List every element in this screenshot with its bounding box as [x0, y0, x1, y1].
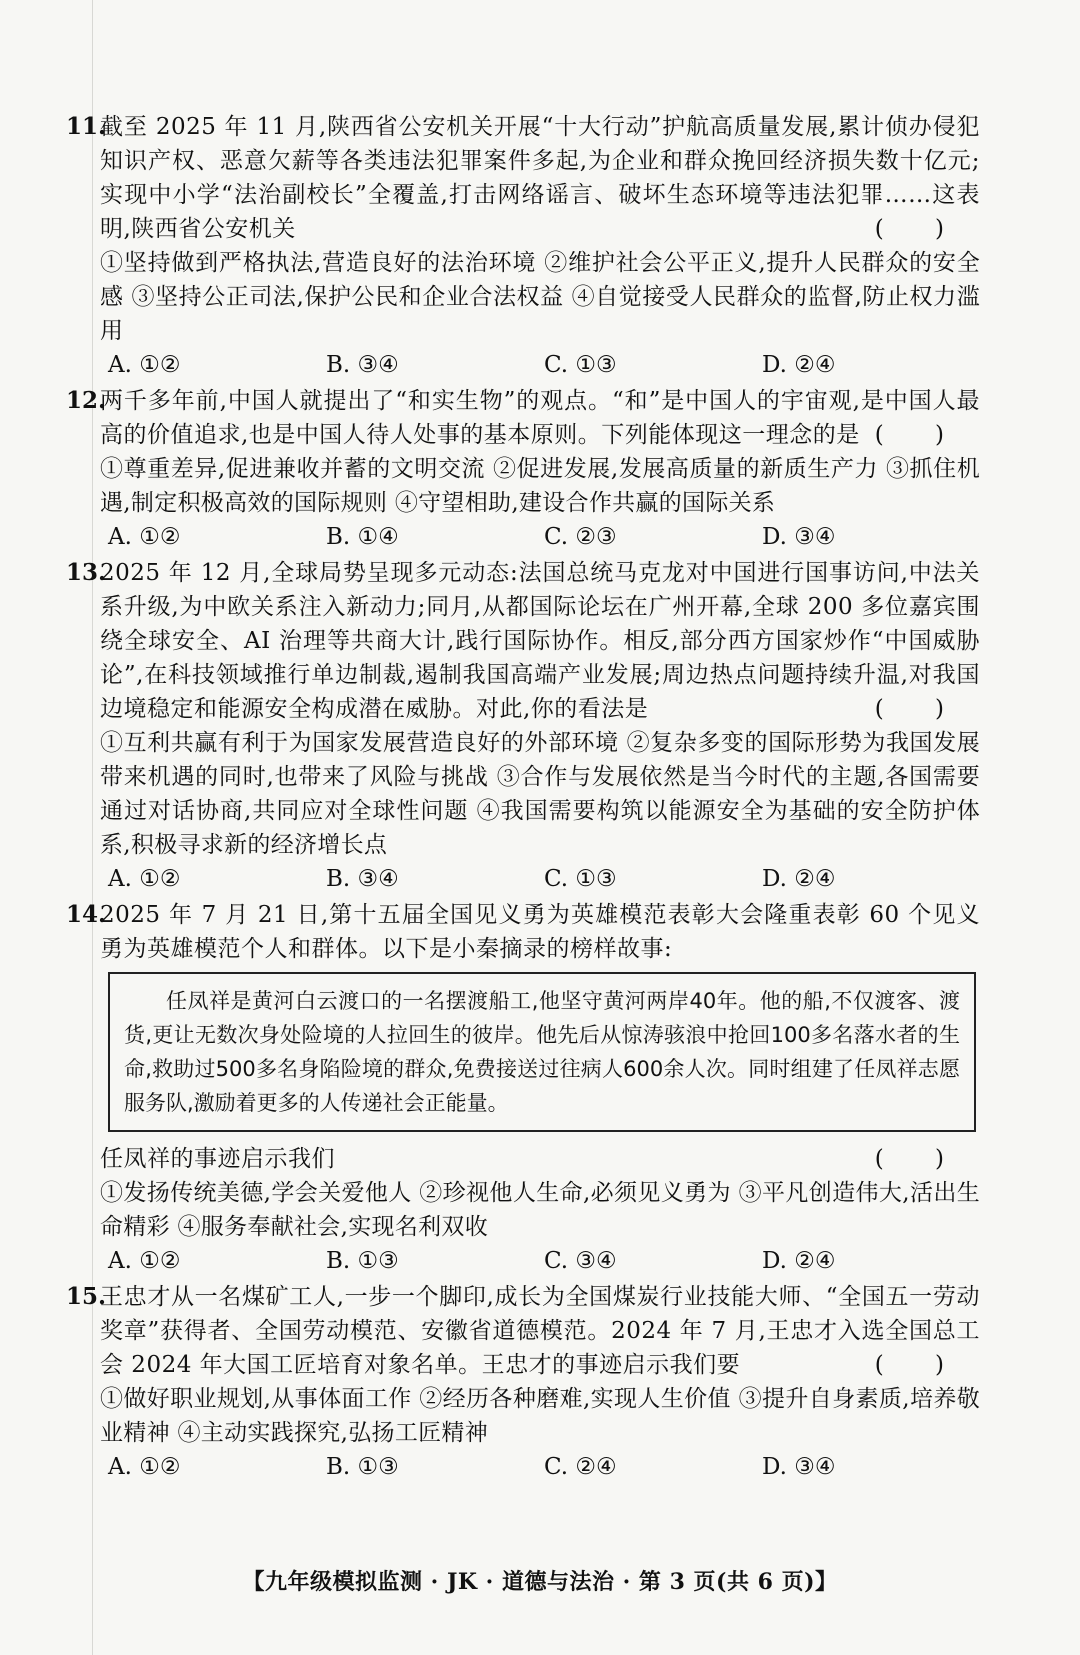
choice-c: C. ①③	[544, 352, 617, 378]
choice-d: D. ②④	[762, 1248, 836, 1274]
question-options: ①坚持做到严格执法,营造良好的法治环境 ②维护社会公平正义,提升人民群众的安全感 ③坚持公正司法,保护公民和企业合法权益 ④自觉接受人民群众的监督,防止权力滥用	[100, 250, 980, 344]
question-options: ①互利共赢有利于为国家发展营造良好的外部环境 ②复杂多变的国际形势为我国发展带来机遇的同时,也带来了风险与挑战 ③合作与发展依然是当今时代的主题,各国需要通过对话协商,共同应对全球性问题 ④我国需要构筑以能源安全为基础的安全防护体系,积极寻求新的经济增长点	[100, 730, 980, 858]
question-number: 11.	[66, 113, 107, 140]
choice-b: B. ①④	[326, 524, 399, 550]
choice-b: B. ①③	[326, 1454, 399, 1480]
choice-c: C. ②③	[544, 524, 617, 550]
answer-choices	[100, 862, 980, 896]
question-15	[66, 1280, 980, 1484]
choice-d: D. ③④	[762, 524, 836, 550]
question-list	[66, 110, 980, 1486]
choice-d: D. ②④	[762, 352, 836, 378]
prompt-text: 任凤祥的事迹启示我们	[100, 1146, 335, 1172]
question-stem	[100, 1280, 980, 1382]
page-edge-line	[92, 0, 93, 1655]
choice-c: C. ①③	[544, 866, 617, 892]
choice-a: A. ①②	[108, 1248, 181, 1274]
question-stem: 2025 年 7 月 21 日,第十五届全国见义勇为英雄模范表彰大会隆重表彰 60 个见义勇为英雄模范个人和群体。以下是小秦摘录的榜样故事:	[100, 902, 980, 962]
question-options: ①做好职业规划,从事体面工作 ②经历各种磨难,实现人生价值 ③提升自身素质,培养敬业精神 ④主动实践探究,弘扬工匠精神	[100, 1386, 980, 1446]
question-prompt	[100, 1142, 980, 1176]
choice-a: A. ①②	[108, 352, 181, 378]
question-options: ①尊重差异,促进兼收并蓄的文明交流 ②促进发展,发展高质量的新质生产力 ③抓住机遇,制定积极高效的国际规则 ④守望相助,建设合作共赢的国际关系	[100, 456, 980, 516]
choice-a: A. ①②	[108, 524, 181, 550]
question-number: 13.	[66, 559, 107, 586]
stem-text: 两千多年前,中国人就提出了“和实生物”的观点。“和”是中国人的宇宙观,是中国人最高的价值追求,也是中国人待人处事的基本原则。下列能体现这一理念的是	[100, 388, 980, 448]
choice-a: A. ①②	[108, 1454, 181, 1480]
answer-parentheses: ( )	[874, 1352, 966, 1378]
answer-choices	[100, 1244, 980, 1278]
answer-choices	[100, 1450, 980, 1484]
choice-b: B. ①③	[326, 1248, 399, 1274]
stem-text: 2025 年 12 月,全球局势呈现多元动态:法国总统马克龙对中国进行国事访问,中法关系升级,为中欧关系注入新动力;同月,从都国际论坛在广州开幕,全球 200 多位嘉宾围绕全球安全、AI 治理等共商大计,践行国际协作。相反,部分西方国家炒作“中国威胁论”,在科技领域推行单边制裁,遏制我国高端产业发展;周边热点问题持续升温,对我国边境稳定和能源安全构成潜在威胁。对此,你的看法是	[100, 560, 980, 722]
question-stem	[100, 384, 980, 452]
answer-choices	[100, 520, 980, 554]
choice-b: B. ③④	[326, 352, 399, 378]
question-11	[66, 110, 980, 382]
choice-d: D. ③④	[762, 1454, 836, 1480]
answer-parentheses: ( )	[874, 696, 966, 722]
page-footer: 【九年级模拟监测 · JK · 道德与法治 · 第 3 页(共 6 页)】	[242, 1569, 838, 1595]
stem-text: 王忠才从一名煤矿工人,一步一个脚印,成长为全国煤炭行业技能大师、“全国五一劳动奖章”获得者、全国劳动模范、安徽省道德模范。2024 年 7 月,王忠才入选全国总工会 2024 年大国工匠培育对象名单。王忠才的事迹启示我们要	[100, 1284, 980, 1378]
question-number: 15.	[66, 1283, 107, 1310]
question-stem	[100, 556, 980, 726]
story-text: 任凤祥是黄河白云渡口的一名摆渡船工,他坚守黄河两岸40年。他的船,不仅渡客、渡货,更让无数次身处险境的人拉回生的彼岸。他先后从惊涛骇浪中抢回100多名落水者的生命,救助过500多名身陷险境的群众,免费接送过往病人600余人次。同时组建了任凤祥志愿服务队,激励着更多的人传递社会正能量。	[124, 989, 960, 1115]
answer-parentheses: ( )	[874, 1146, 966, 1172]
question-13	[66, 556, 980, 896]
question-number: 14.	[66, 901, 107, 928]
choice-a: A. ①②	[108, 866, 181, 892]
question-12	[66, 384, 980, 554]
choice-c: C. ②④	[544, 1454, 617, 1480]
choice-b: B. ③④	[326, 866, 399, 892]
choice-d: D. ②④	[762, 866, 836, 892]
question-options: ①发扬传统美德,学会关爱他人 ②珍视他人生命,必须见义勇为 ③平凡创造伟大,活出生命精彩 ④服务奉献社会,实现名利双收	[100, 1180, 980, 1240]
question-14	[66, 898, 980, 1278]
story-box	[108, 972, 976, 1132]
question-number: 12.	[66, 387, 107, 414]
answer-choices	[100, 348, 980, 382]
stem-text: 截至 2025 年 11 月,陕西省公安机关开展“十大行动”护航高质量发展,累计侦办侵犯知识产权、恶意欠薪等各类违法犯罪案件多起,为企业和群众挽回经济损失数十亿元;实现中小学“法治副校长”全覆盖,打击网络谣言、破坏生态环境等违法犯罪……这表明,陕西省公安机关	[100, 114, 980, 242]
answer-parentheses: ( )	[874, 422, 966, 448]
choice-c: C. ③④	[544, 1248, 617, 1274]
question-stem	[100, 110, 980, 246]
answer-parentheses: ( )	[874, 216, 966, 242]
